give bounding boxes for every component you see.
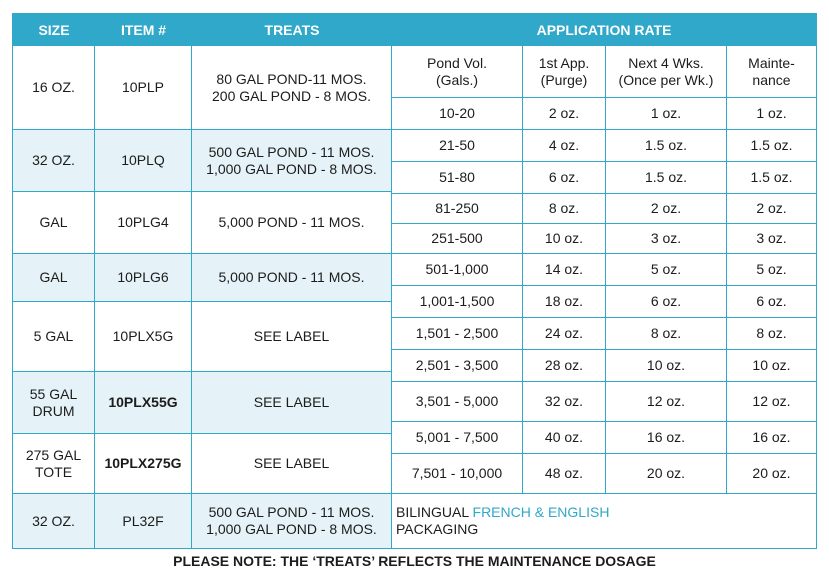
col-next-4-weeks: Next 4 Wks. (Once per Wk.) [606,46,727,98]
size-cell: 55 GAL DRUM [13,372,95,434]
rate-maint-cell: 12 oz. [727,382,816,422]
treats-cell: 80 GAL POND-11 MOS. 200 GAL POND - 8 MOS. [192,46,392,130]
rate-pond-cell: 3,501 - 5,000 [392,382,523,422]
col-pond-volume: Pond Vol. (Gals.) [392,46,523,98]
rate-first-cell: 32 oz. [523,382,606,422]
rate-next-cell: 16 oz. [606,422,727,454]
item-cell: 10PLQ [95,130,192,192]
rate-pond-cell: 2,501 - 3,500 [392,350,523,382]
rate-maint-cell: 20 oz. [727,454,816,494]
treats-cell: SEE LABEL [192,434,392,494]
rate-pond-cell: 51-80 [392,162,523,194]
rate-next-cell: 12 oz. [606,382,727,422]
rate-pond-cell: 5,001 - 7,500 [392,422,523,454]
rate-next-cell: 8 oz. [606,318,727,350]
rate-maint-cell: 1.5 oz. [727,130,816,162]
rate-next-cell: 3 oz. [606,224,727,254]
rate-maint-cell: 10 oz. [727,350,816,382]
rate-pond-cell: 1,501 - 2,500 [392,318,523,350]
size-cell: 16 OZ. [13,46,95,130]
rate-first-cell: 8 oz. [523,194,606,224]
rate-first-cell: 18 oz. [523,286,606,318]
rate-first-cell: 28 oz. [523,350,606,382]
treats-cell: SEE LABEL [192,302,392,372]
size-cell: GAL [13,192,95,254]
rate-first-cell: 2 oz. [523,98,606,130]
item-cell: 10PLG4 [95,192,192,254]
header-item: ITEM # [95,14,192,46]
rate-pond-cell: 10-20 [392,98,523,130]
rate-pond-cell: 501-1,000 [392,254,523,286]
col-maintenance: Mainte- nance [727,46,816,98]
rate-first-cell: 14 oz. [523,254,606,286]
item-cell: 10PLX275G [95,434,192,494]
item-cell: 10PLX5G [95,302,192,372]
rate-maint-cell: 16 oz. [727,422,816,454]
bilingual-languages: FRENCH & ENGLISH [472,504,610,520]
rate-pond-cell: 81-250 [392,194,523,224]
size-cell: GAL [13,254,95,302]
rate-first-cell: 40 oz. [523,422,606,454]
rate-maint-cell: 1 oz. [727,98,816,130]
rate-next-cell: 5 oz. [606,254,727,286]
size-cell: 275 GAL TOTE [13,434,95,494]
rate-next-cell: 1 oz. [606,98,727,130]
rate-first-cell: 10 oz. [523,224,606,254]
treats-cell: 500 GAL POND - 11 MOS. 1,000 GAL POND - 8 MOS. [192,494,392,548]
size-cell: 32 OZ. [13,494,95,548]
header-treats: TREATS [192,14,392,46]
rate-maint-cell: 1.5 oz. [727,162,816,194]
rate-maint-cell: 2 oz. [727,194,816,224]
item-cell: 10PLP [95,46,192,130]
rate-first-cell: 24 oz. [523,318,606,350]
rate-pond-cell: 251-500 [392,224,523,254]
treats-cell: 5,000 POND - 11 MOS. [192,254,392,302]
rate-pond-cell: 1,001-1,500 [392,286,523,318]
rate-next-cell: 6 oz. [606,286,727,318]
rate-first-cell: 48 oz. [523,454,606,494]
treats-cell: 500 GAL POND - 11 MOS. 1,000 GAL POND - 8 MOS. [192,130,392,192]
rate-first-cell: 4 oz. [523,130,606,162]
size-cell: 5 GAL [13,302,95,372]
bilingual-packaging-note: BILINGUAL FRENCH & ENGLISH PACKAGING [396,504,610,537]
header-application-rate: APPLICATION RATE [392,14,816,46]
rate-pond-cell: 21-50 [392,130,523,162]
rate-next-cell: 1.5 oz. [606,162,727,194]
item-cell: 10PLG6 [95,254,192,302]
rate-maint-cell: 8 oz. [727,318,816,350]
treats-cell: SEE LABEL [192,372,392,434]
rate-next-cell: 20 oz. [606,454,727,494]
item-cell: 10PLX55G [95,372,192,434]
rate-next-cell: 2 oz. [606,194,727,224]
rate-maint-cell: 3 oz. [727,224,816,254]
rate-next-cell: 10 oz. [606,350,727,382]
rate-first-cell: 6 oz. [523,162,606,194]
rate-maint-cell: 6 oz. [727,286,816,318]
item-cell: PL32F [95,494,192,548]
rate-maint-cell: 5 oz. [727,254,816,286]
header-size: SIZE [13,14,95,46]
col-first-app: 1st App. (Purge) [523,46,606,98]
treats-cell: 5,000 POND - 11 MOS. [192,192,392,254]
size-cell: 32 OZ. [13,130,95,192]
rate-next-cell: 1.5 oz. [606,130,727,162]
footer-note: PLEASE NOTE: THE ‘TREATS’ REFLECTS THE MAINTENANCE DOSAGE [173,553,656,569]
application-rate-table [12,13,817,549]
rate-pond-cell: 7,501 - 10,000 [392,454,523,494]
